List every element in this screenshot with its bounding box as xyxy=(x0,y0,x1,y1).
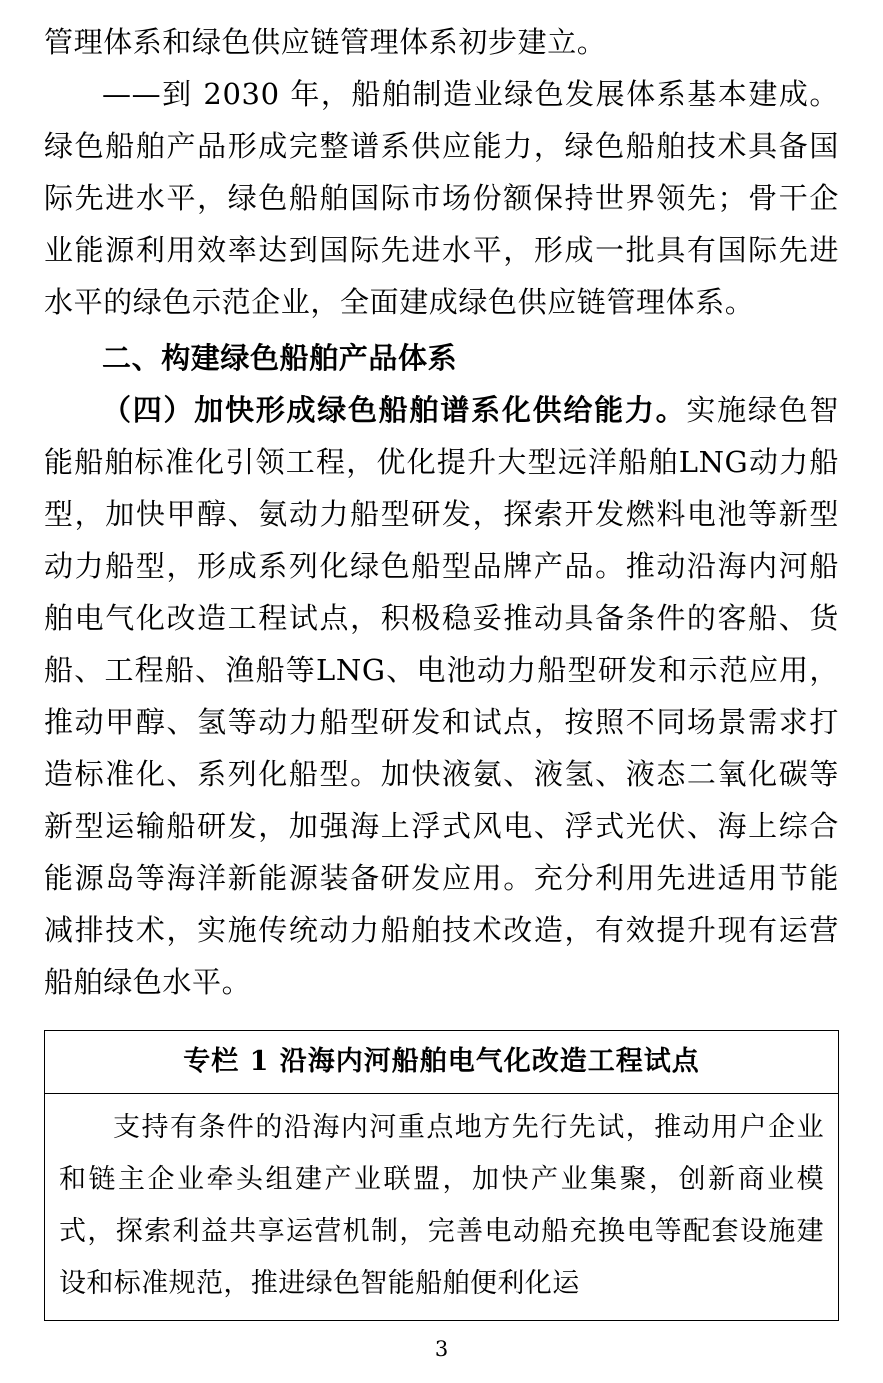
paragraph-continuation: 管理体系和绿色供应链管理体系初步建立。 xyxy=(44,25,607,59)
paragraph-subsection-four xyxy=(44,384,839,1008)
callout-box-body xyxy=(45,1094,838,1320)
section-heading: 二、构建绿色船舶产品体系 xyxy=(102,341,458,375)
callout-box-paragraph: 支持有条件的沿海内河重点地方先行先试，推动用户企业和链主企业牵头组建产业联盟，加快产业集聚，创新商业模式，探索利益共享运营机制，完善电动船充换电等配套设施建设和标准规范，推进绿色智能船舶便利化运 xyxy=(59,1112,824,1299)
paragraph-goal-2030: ——到 2030 年，船舶制造业绿色发展体系基本建成。绿色船舶产品形成完整谱系供应能力，绿色船舶技术具备国际先进水平，绿色船舶国际市场份额保持世界领先；骨干企业能源利用效率达到国际先进水平，形成一批具有国际先进水平的绿色示范企业，全面建成绿色供应链管理体系。 xyxy=(44,77,839,319)
subsection-lead-label: （四）加快形成绿色船舶谱系化供给能力。 xyxy=(102,393,687,427)
callout-box xyxy=(44,1030,839,1321)
callout-box-title: 专栏 1 沿海内河船舶电气化改造工程试点 xyxy=(45,1031,838,1094)
subsection-body-text: 实施绿色智能船舶标准化引领工程，优化提升大型远洋船舶LNG动力船型，加快甲醇、氨动力船型研发，探索开发燃料电池等新型动力船型，形成系列化绿色船型品牌产品。推动沿海内河船舶电气化改造工程试点，积极稳妥推动具备条件的客船、货船、工程船、渔船等LNG、电池动力船型研发和示范应用，推动甲醇、氢等动力船型研发和试点，按照不同场景需求打造标准化、系列化船型。加快液氨、液氢、液态二氧化碳等新型运输船研发，加强海上浮式风电、浮式光伏、海上综合能源岛等海洋新能源装备研发应用。充分利用先进适用节能减排技术，实施传统动力船舶技术改造，有效提升现有运营船舶绿色水平。 xyxy=(44,393,839,999)
page-number: 3 xyxy=(434,1337,449,1361)
document-body xyxy=(44,16,839,1008)
